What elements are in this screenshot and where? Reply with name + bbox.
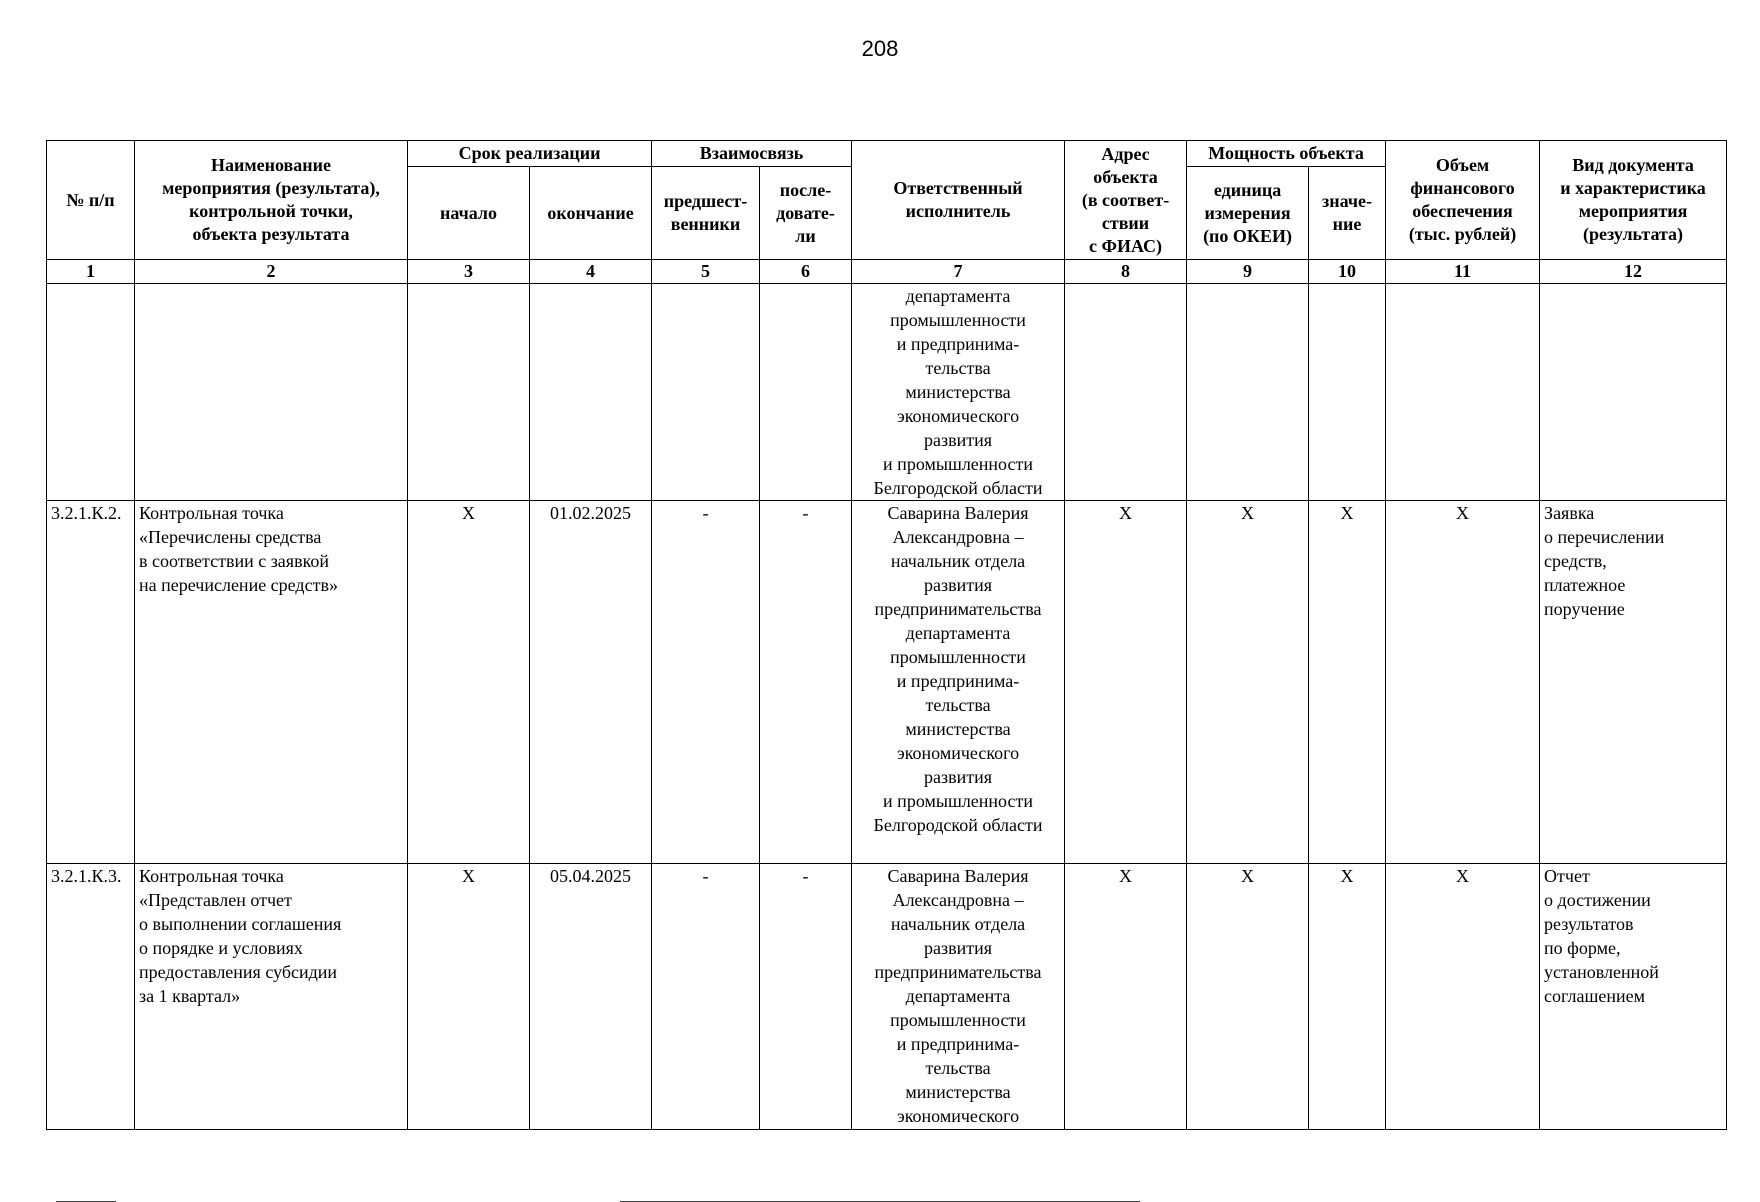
header-unit: единица измерения (по ОКЕИ) (1187, 167, 1309, 260)
header-finance: Объем финансового обеспечения (тыс. рублей) (1386, 141, 1540, 260)
row-predecessors: - (652, 864, 760, 1130)
column-number: 9 (1187, 260, 1309, 284)
row-predecessors (652, 284, 760, 501)
row-number: 3.2.1.К.2. (47, 501, 135, 864)
column-number: 2 (135, 260, 408, 284)
column-number: 5 (652, 260, 760, 284)
header-responsible: Ответственный исполнитель (852, 141, 1065, 260)
row-number: 3.2.1.К.3. (47, 864, 135, 1130)
row-address: X (1065, 501, 1187, 864)
row-end: 05.04.2025 (530, 864, 652, 1130)
row-start: X (408, 864, 530, 1130)
table-row (47, 501, 1727, 864)
row-address: X (1065, 864, 1187, 1130)
row-responsible: Саварина Валерия Александровна – начальник отдела развития предпринимательства департамента промышленности и предпринима- тельства министерства экономического (852, 864, 1065, 1130)
row-value: X (1309, 864, 1386, 1130)
row-end: 01.02.2025 (530, 501, 652, 864)
header-doc-type: Вид документа и характеристика мероприятия (результата) (1540, 141, 1727, 260)
row-address (1065, 284, 1187, 501)
row-finance: X (1386, 864, 1540, 1130)
row-doc: Заявка о перечислении средств, платежное поручение (1540, 501, 1727, 864)
header-period: Срок реализации (408, 141, 652, 167)
row-start (408, 284, 530, 501)
row-name (135, 284, 408, 501)
row-unit: X (1187, 864, 1309, 1130)
measures-table (46, 140, 1727, 1130)
row-finance (1386, 284, 1540, 501)
row-number (47, 284, 135, 501)
table-header (47, 141, 1727, 284)
row-successors: - (760, 501, 852, 864)
row-doc: Отчет о достижении результатов по форме, установленной соглашением (1540, 864, 1727, 1130)
header-capacity: Мощность объекта (1187, 141, 1386, 167)
column-number: 1 (47, 260, 135, 284)
header-address: Адрес объекта (в соответ- ствии с ФИАС) (1065, 141, 1187, 260)
header-value: значе- ние (1309, 167, 1386, 260)
table-row (47, 864, 1727, 1130)
row-unit (1187, 284, 1309, 501)
header-predecessors: предшест- венники (652, 167, 760, 260)
row-successors: - (760, 864, 852, 1130)
header-num: № п/п (47, 141, 135, 260)
row-predecessors: - (652, 501, 760, 864)
header-name: Наименование мероприятия (результата), контрольной точки, объекта результата (135, 141, 408, 260)
row-name: Контрольная точка «Перечислены средства в соответствии с заявкой на перечисление средств» (135, 501, 408, 864)
header-end: окончание (530, 167, 652, 260)
row-value (1309, 284, 1386, 501)
row-name: Контрольная точка «Представлен отчет о выполнении соглашения о порядке и условиях предоставления субсидии за 1 квартал» (135, 864, 408, 1130)
column-number: 12 (1540, 260, 1727, 284)
row-value: X (1309, 501, 1386, 864)
header-relation: Взаимосвязь (652, 141, 852, 167)
column-number: 7 (852, 260, 1065, 284)
header-successors: после- довате- ли (760, 167, 852, 260)
row-start: X (408, 501, 530, 864)
row-responsible: Саварина Валерия Александровна – начальник отдела развития предпринимательства департамента промышленности и предпринима- тельства министерства экономического развития и промышленности Белгородской области (852, 501, 1065, 864)
row-responsible: департамента промышленности и предпринима- тельства министерства экономического развития и промышленности Белгородской области (852, 284, 1065, 501)
table-body (47, 284, 1727, 1130)
column-number: 3 (408, 260, 530, 284)
header-start: начало (408, 167, 530, 260)
row-unit: X (1187, 501, 1309, 864)
column-number: 6 (760, 260, 852, 284)
column-number: 10 (1309, 260, 1386, 284)
column-number: 11 (1386, 260, 1540, 284)
row-finance: X (1386, 501, 1540, 864)
row-successors (760, 284, 852, 501)
table-row (47, 284, 1727, 501)
column-number-row (47, 260, 1727, 284)
page-number: 208 (861, 36, 899, 61)
row-end (530, 284, 652, 501)
column-number: 8 (1065, 260, 1187, 284)
row-doc (1540, 284, 1727, 501)
column-number: 4 (530, 260, 652, 284)
